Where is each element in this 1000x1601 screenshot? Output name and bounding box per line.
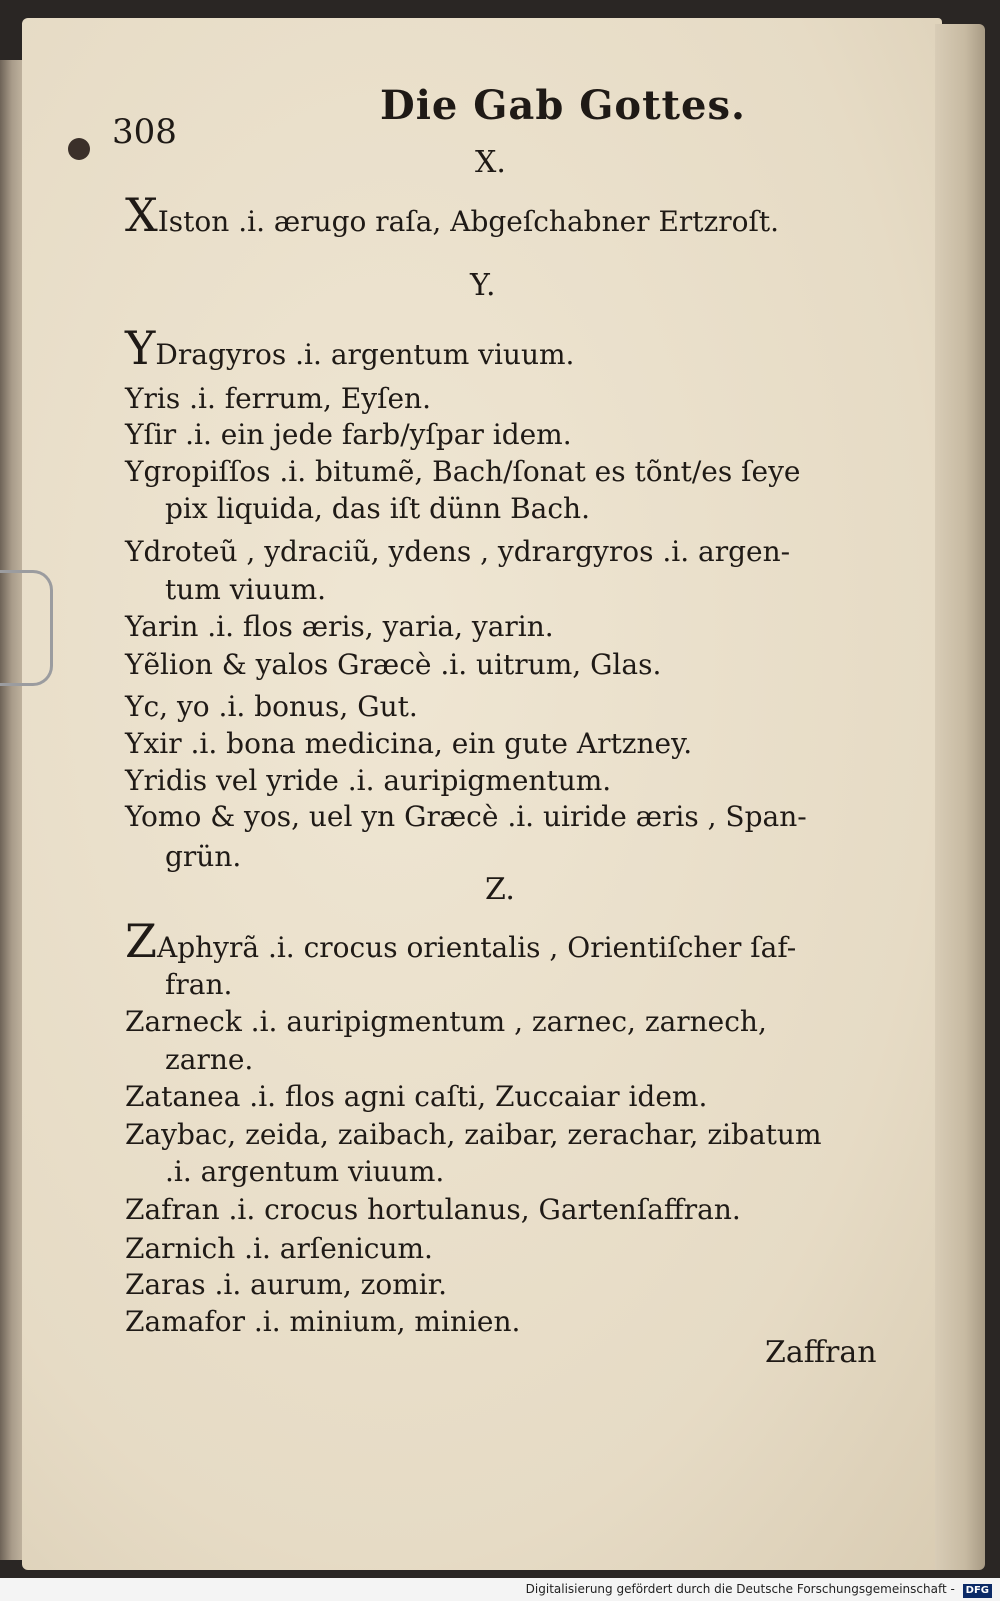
entry-line: Yridis vel yride .i. auripigmentum. — [125, 764, 612, 797]
section-heading-z: Z. — [485, 872, 515, 907]
entry-continuation: .i. argentum viuum. — [165, 1155, 445, 1188]
entry-line: Zarnich .i. arſenicum. — [125, 1232, 433, 1265]
entry-continuation: pix liquida, das iſt dünn Bach. — [165, 492, 590, 525]
entry-line: Yẽlion & yalos Græcè .i. uitrum, Glas. — [125, 648, 662, 681]
catchword: Zaffran — [765, 1335, 877, 1370]
entry-line: Yris .i. ferrum, Eyſen. — [125, 382, 431, 415]
entry-line: Yxir .i. bona medicina, ein gute Artzney. — [125, 727, 693, 760]
entry-line: Yſir .i. ein jede farb/yſpar idem. — [125, 418, 572, 451]
section-heading-x: X. — [475, 145, 506, 180]
dfg-logo: DFG — [963, 1584, 992, 1598]
drop-initial: X — [125, 188, 158, 242]
right-page-edges — [935, 24, 985, 1570]
entry-line — [125, 321, 575, 375]
drop-initial: Y — [125, 321, 156, 375]
entry-line: Ydroteũ , ydraciũ, ydens , ydrargyros .i. argen- — [125, 535, 791, 568]
entry-line: Zaras .i. aurum, zomir. — [125, 1268, 447, 1301]
entry-line: Zafran .i. crocus hortulanus, Gartenſaffran. — [125, 1193, 741, 1226]
running-head: Die Gab Gottes. — [380, 82, 746, 129]
entry-line: Ygropiſſos .i. bitumẽ, Bach/ſonat es tõnt/es ſeye — [125, 455, 801, 488]
entry-line — [125, 914, 797, 968]
entry-line: Zatanea .i. flos agni caſti, Zuccaiar idem. — [125, 1080, 708, 1113]
entry-line — [125, 188, 780, 242]
entry-line: Yarin .i. flos æris, yaria, yarin. — [125, 610, 554, 643]
entry-line: Yc, yo .i. bonus, Gut. — [125, 690, 418, 723]
drop-initial: Z — [125, 914, 157, 968]
entry-continuation: zarne. — [165, 1043, 254, 1076]
entry-continuation: grün. — [165, 840, 242, 873]
digitization-footer — [0, 1578, 1000, 1601]
entry-line: Zarneck .i. auripigmentum , zarnec, zarnech, — [125, 1005, 767, 1038]
ink-blot — [68, 138, 90, 160]
entry-continuation: tum viuum. — [165, 573, 327, 606]
entry-continuation: fran. — [165, 968, 233, 1001]
entry-line: Zaybac, zeida, zaibach, zaibar, zerachar, zibatum — [125, 1118, 822, 1151]
footer-credit: Digitalisierung gefördert durch die Deutsche Forschungsgemeinschaft - — [525, 1582, 955, 1596]
entry-text: Iston .i. ærugo raſa, Abgeſchabner Ertzroſt. — [157, 205, 780, 238]
section-heading-y: Y. — [470, 268, 496, 303]
entry-line: Yomo & yos, uel yn Græcè .i. uiride æris , Span- — [125, 800, 807, 833]
page-number: 308 — [112, 112, 177, 152]
entry-text: Aphyrã .i. crocus orientalis , Orientiſcher ſaf- — [156, 931, 797, 964]
entry-line: Zamafor .i. minium, minien. — [125, 1305, 521, 1338]
page-clip — [0, 570, 53, 686]
entry-text: Dragyros .i. argentum viuum. — [155, 338, 575, 371]
